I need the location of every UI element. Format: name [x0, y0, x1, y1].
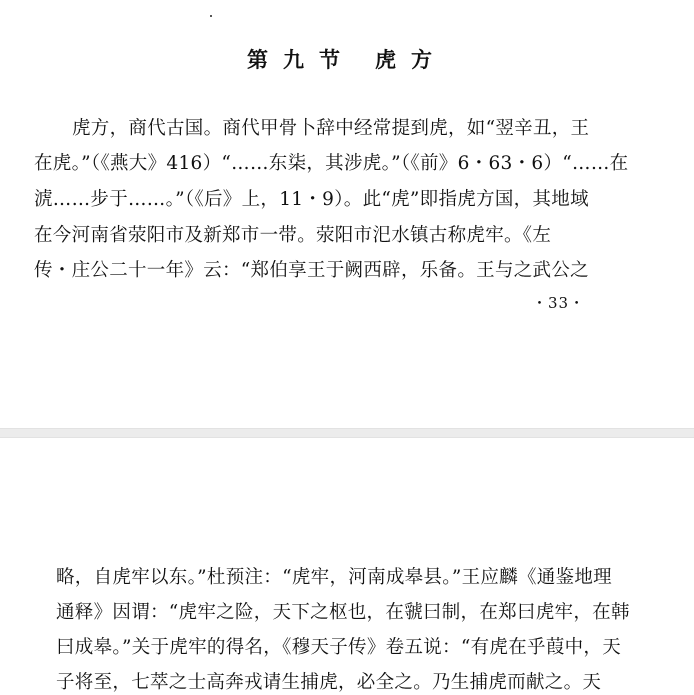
- document-page-lower: [0, 438, 694, 693]
- text-line: 淲……步于……。”（《后》上，11・9）。此“虎”即指虎方国，其地域: [34, 189, 589, 210]
- page-separator: [0, 428, 694, 438]
- text-line: 在今河南省荥阳市及新郑市一带。荥阳市汜水镇古称虎牢。《左: [34, 225, 552, 246]
- text-line: 传・庄公二十一年》云：“郑伯享王于阙西辟，乐备。王与之武公之: [34, 260, 589, 281]
- text-line: 虎方，商代古国。商代甲骨卜辞中经常提到虎，如“翌辛丑，王: [72, 118, 590, 139]
- section-number: 第九节: [247, 47, 355, 72]
- section-heading: [0, 44, 694, 74]
- text-line: 曰成皋。”关于虎牢的得名，《穆天子传》卷五说：“有虎在乎葭中，天: [56, 637, 622, 658]
- text-line: 子将至，七萃之士高奔戎请生捕虎，必全之。乃生捕虎而献之。天: [56, 672, 602, 693]
- section-name: 虎方: [375, 47, 447, 72]
- text-line: 略，自虎牢以东。”杜预注：“虎牢，河南成皋县。”王应麟《通鉴地理: [56, 567, 612, 588]
- text-line: 通释》因谓：“虎牢之险，天下之枢也，在虢曰制，在郑曰虎牢，在韩: [56, 602, 630, 623]
- scan-speck: [210, 15, 212, 17]
- page-number: ・33・: [532, 294, 586, 312]
- text-line: 在虎。”（《燕大》416）“……东柒，其涉虎。”（《前》6・63・6）“……在: [34, 153, 629, 174]
